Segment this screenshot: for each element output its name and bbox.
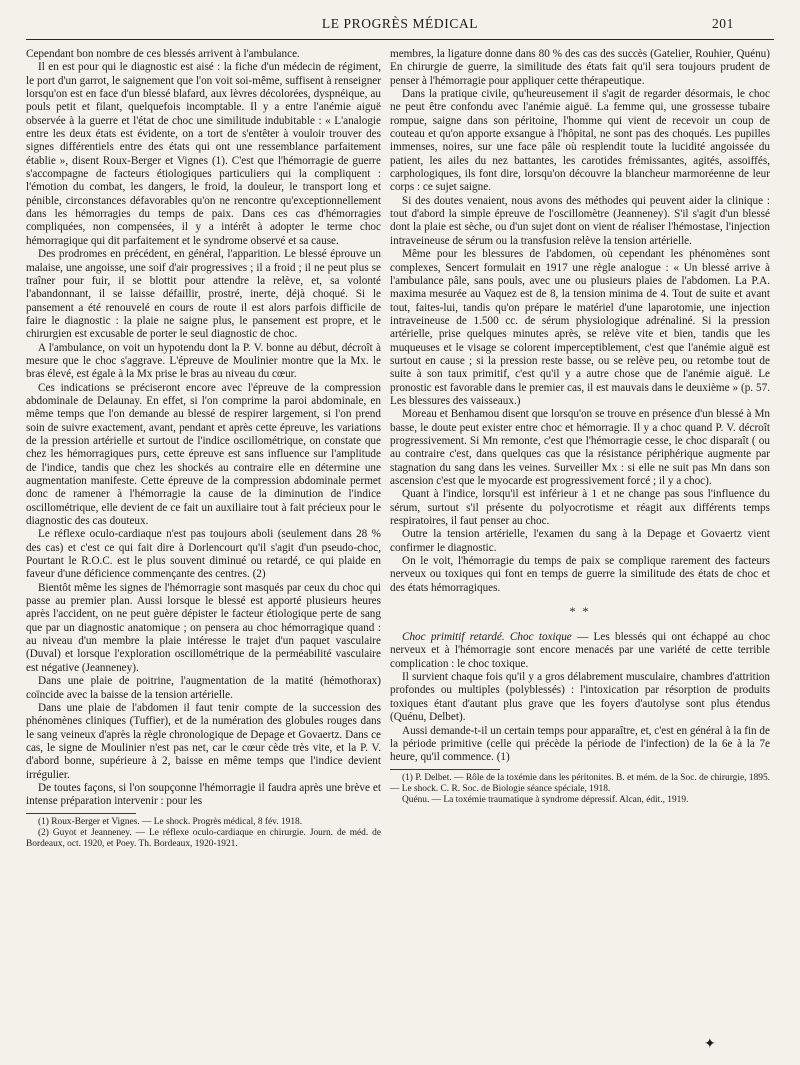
footnote: (2) Guyot et Jeanneney. — Le réflexe oculo-cardiaque en chirurgie. Journ. de méd. de Bordeaux, oct. 1920, et Poey. Th. Bordeaux, 1920-1921. bbox=[26, 827, 381, 849]
section-lead-text: — Les blessés qui ont échappé au choc nerveux et à l'hémorragie sont encore menacés par une variété de cette terrible complication : le choc toxique. bbox=[390, 631, 770, 670]
paragraph: Dans une plaie de poitrine, l'augmentation de la matité (hémothorax) coïncide avec la baisse de la tension artérielle. bbox=[26, 675, 381, 701]
paragraph: Le réflexe oculo-cardiaque n'est pas toujours aboli (seulement dans 28 % des cas) et c'est ce qui fait dire à Dorlencourt qu'il s'agit d'un pseudo-choc, Pourtant le R.O.C. est le plus souvent diminué ou retardé, ce qui plaide en faveur d'une déficience commençante des centres. (2) bbox=[26, 528, 381, 581]
section-asterism: * * bbox=[569, 604, 591, 619]
section-title: Choc primitif retardé. Choc toxique bbox=[402, 631, 572, 644]
paragraph: Outre la tension artérielle, l'examen du sang à la Depage et Govaertz vient confirmer le diagnostic. bbox=[390, 528, 770, 554]
page-number: 201 bbox=[711, 16, 734, 31]
page-header bbox=[0, 14, 800, 36]
paragraph: De toutes façons, si l'on soupçonne l'hémorragie il faudra après une brève et intense préparation intervenir : pour les bbox=[26, 781, 381, 808]
right-column bbox=[390, 48, 770, 806]
paragraph: membres, la ligature donne dans 80 % des cas des succès (Gatelier, Rouhier, Quénu) En chirurgie de guerre, la similitude des états fait qu'il sera toujours prudent de penser à l'hémorragie pour appliquer cette thérapeutique. bbox=[390, 48, 770, 87]
footnote: (1) P. Delbet. — Rôle de la toxémie dans les péritonites. B. et mém. de la Soc. de chirurgie, 1895. — Le shock. C. R. Soc. de Biologie séance spéciale, 1918. bbox=[390, 772, 770, 794]
paragraph: Bientôt même les signes de l'hémorragie sont masqués par ceux du choc qui passe au premier plan. Aussi lorsque le blessé est apporté plusieurs heures après l'accident, on ne peut guère dépister le facteur étiologique perte de sang que par un diagnostic anatomique ; on pensera au choc hémorragique quand : au niveau d'un membre la plaie intéresse le trajet d'un paquet vasculaire (Duval) et lorsque l'exploration oscillométrique de la perméabilité vasculaire est négative (Jeanneney). bbox=[26, 581, 381, 674]
footnote-rule bbox=[390, 769, 500, 770]
paragraph: Il survient chaque fois qu'il y a gros délabrement musculaire, chambres d'attrition profondes ou multiples (polyblessés) : l'intoxication par résorption de produits toxiques étant d'autant plus grave que les foyers d'autolyse sont plus étendus (Quénu, Delbet). bbox=[390, 671, 770, 724]
paragraph: Même pour les blessures de l'abdomen, où cependant les phénomènes sont complexes, Sencert formulait en 1917 une règle analogue : « Un blessé arrive à l'ambulance pâle, sans pouls, avec une ou plusieurs plaies de l'abdomen. La P.A. maxima mesurée au Vaquez est de 8, la tension minima de 4. Tout de suite et avant tout, faites-lui, tandis qu'on prépare le matériel d'une laparotomie, une injection intraveineuse de 1.500 cc. de sérum physiologique adrénaliné. Si la pression artérielle, prise quelques minutes après, se relève vite et bien, tandis que les muqueuses et le visage se colorent imperceptiblement, c'est que l'anémie aiguë est surtout en cause ; si la pression reste basse, ou se relève peu, ou retombe tout de suite à son taux primitif, c'est qu'il y a autre chose que de l'anémie aiguë. Le pronostic est favorable dans le premier cas, il est mauvais dans le deuxième » (p. 57. Les blessures des vaisseaux.) bbox=[390, 248, 770, 407]
footnote: (1) Roux-Berger et Vignes. — Le shock. Progrès médical, 8 fév. 1918. bbox=[38, 816, 303, 827]
paragraph: Si des doutes venaient, nous avons des méthodes qui peuvent aider la clinique : tout d'abord la simple épreuve de l'oscillomètre (Jeanneney). S'il s'agit d'un blessé dont la plaie est sèche, ou d'un sujet dont on vient de réaliser l'hémostase, l'injection intraveineuse de sérum ou la transfusion relève la tension artérielle. bbox=[390, 194, 770, 247]
footnote-rule bbox=[26, 813, 136, 814]
footnote: Quénu. — La toxémie traumatique à syndrome dépressif. Alcan, édit., 1919. bbox=[402, 794, 689, 805]
paragraph: On le voit, l'hémorragie du temps de paix se complique rarement des facteurs nerveux ou toxiques qui font en temps de guerre la similitude des états de choc et des états hémorragiques. bbox=[390, 555, 770, 594]
running-title: LE PROGRÈS MÉDICAL bbox=[321, 16, 479, 31]
paragraph: Quant à l'indice, lorsqu'il est inférieur à 1 et ne change pas sous l'influence du sérum, surtout s'il présente du polyocrotisme et réagit aux différents temps respiratoires, il faut penser au choc. bbox=[390, 488, 770, 528]
end-ornament: ✦ bbox=[704, 1037, 716, 1052]
section-paragraph bbox=[390, 631, 770, 671]
paragraph: Dans une plaie de l'abdomen il faut tenir compte de la succession des phénomènes cliniques (Tuffier), et de la numération des globules rouges dans le sang veineux d'après la règle chronologique de Depage et Govaertz. Dans ce cas, le signe de Moulinier n'est pas net, car le cœur cède très vite, et la P. V. d'abord bonne, supérieure à 2, baisse en même temps que l'indice devient irrégulier. bbox=[26, 701, 381, 781]
paragraph: Des prodromes en précédent, en général, l'apparition. Le blessé éprouve un malaise, une angoisse, une soif d'air progressives ; il a froid ; il ne peut plus se traîner pour fuir, il se blottit pour attendre la relève, et, sa volonté l'abandonnant, il se laisse défaillir, prostré, inerte, déjà choqué. Si le pansement a été renouvelé en cours de route il est alors parfois difficile de faire le diagnostic : la plaie ne saigne plus, le pansement est propre, et le chirurgien est excusable de porter le seul diagnostic de choc. bbox=[26, 248, 381, 341]
paragraph: A l'ambulance, on voit un hypotendu dont la P. V. bonne au début, décroît à mesure que le choc s'aggrave. L'épreuve de Moulinier montre que la Mx. le bras élevé, est égale à la Mx prise le bras au niveau du cœur. bbox=[26, 341, 381, 381]
left-column bbox=[26, 48, 381, 850]
header-rule bbox=[26, 39, 774, 40]
paragraph: Cependant bon nombre de ces blessés arrivent à l'ambulance. bbox=[26, 48, 300, 60]
paragraph: Ces indications se préciseront encore avec l'épreuve de la compression abdominale de Delaunay. En effet, si l'on comprime la paroi abdominale, en même temps que l'on demande au blessé de respirer largement, si l'on prend soin de suivre exactement, avant, pendant et après cette épreuve, les variations de la pression artérielle et surtout de l'indice oscillométrique, on constate que chez les hémorragiques purs, cette épreuve est sans influence sur l'amplitude de l'indice, tandis que chez les shockés au contraire elle en détermine une augmentation manifeste. Cette épreuve de la compression abdominale permet donc de ramener à l'hémorragie la cause de la diminution de l'indice oscillométrique, elle devient de ce fait un auxiliaire tout à fait précieux pour le diagnostic des cas douteux. bbox=[26, 381, 381, 528]
paragraph: Moreau et Benhamou disent que lorsqu'on se trouve en présence d'un blessé à Mn basse, le doute peut exister entre choc et hémorragie. Il y a choc quand P. V. décroît progressivement. Si Mn remonte, c'est que l'hémorragie cesse, le choc disparaît ( ou au contraire c'est, dans quelques cas que la résistance périphérique augmente par stagnation du sang dans les veines. Surveiller Mx : si elle ne suit pas Mn dans son ascension c'est que le myocarde est progressivement forcé ; il y a choc). bbox=[390, 408, 770, 487]
paragraph: Aussi demande-t-il un certain temps pour apparaître, et, c'est en général à la fin de la période primitive (celle qui précède la période de l'infection) de la 6e à la 7e heure, qu'il commence. (1) bbox=[390, 724, 770, 764]
paragraph: Dans la pratique civile, qu'heureusement il s'agit de regarder désormais, le choc ne peut être confondu avec l'anémie aiguë. La femme qui, une grossesse tubaire rompue, saigne dans son péritoine, l'homme qui vient de recevoir un coup de couteau et qu'on apporte exsangue à l'hôpital, ne sont pas des choqués. Les pupilles immenses, noires, sur une face pâle où resplendit toute la lucidité angoissée du patient, les ailes du nez battantes, les carotides frémissantes, agités, assoiffés, carphologiques, ils font dire, lorsqu'on découvre la blancheur marmoréenne de leur corps : ce sujet saigne. bbox=[390, 88, 770, 194]
paragraph: Il en est pour qui le diagnostic est aisé : la fiche d'un médecin de régiment, le port d'un garrot, le saignement que l'on voit soi-même, suffisent à renseigner lorsqu'on est en face d'un blessé blafard, aux lèvres décolorées, dyspnéique, au pouls petit et filant, quelquefois incomptable. Il y a entre l'anémie aiguë observée à la guerre et l'état de choc une similitude indubitable : « L'analogie entre les deux états est évidente, on a tort de s'entêter à vouloir trouver des signes différentiels entre des états qui ont une ressemblance parfaitement établie », disent Roux-Berger et Vignes (1). C'est que l'hémorragie de guerre s'accompagne de facteurs étiologiques particuliers qui la compliquent : l'émotion du combat, les dangers, le froid, la douleur, le transport long et pénible, circonstances défavorables qu'on ne rencontre qu'exceptionnellement dans les hémorragies du temps de paix. Dans ces cas d'hémorragies compliquées, non compensées, il y a intérêt à adopter le terme choc hémorragique qui dit parfaitement et le syndrome observé et sa cause. bbox=[26, 61, 381, 247]
